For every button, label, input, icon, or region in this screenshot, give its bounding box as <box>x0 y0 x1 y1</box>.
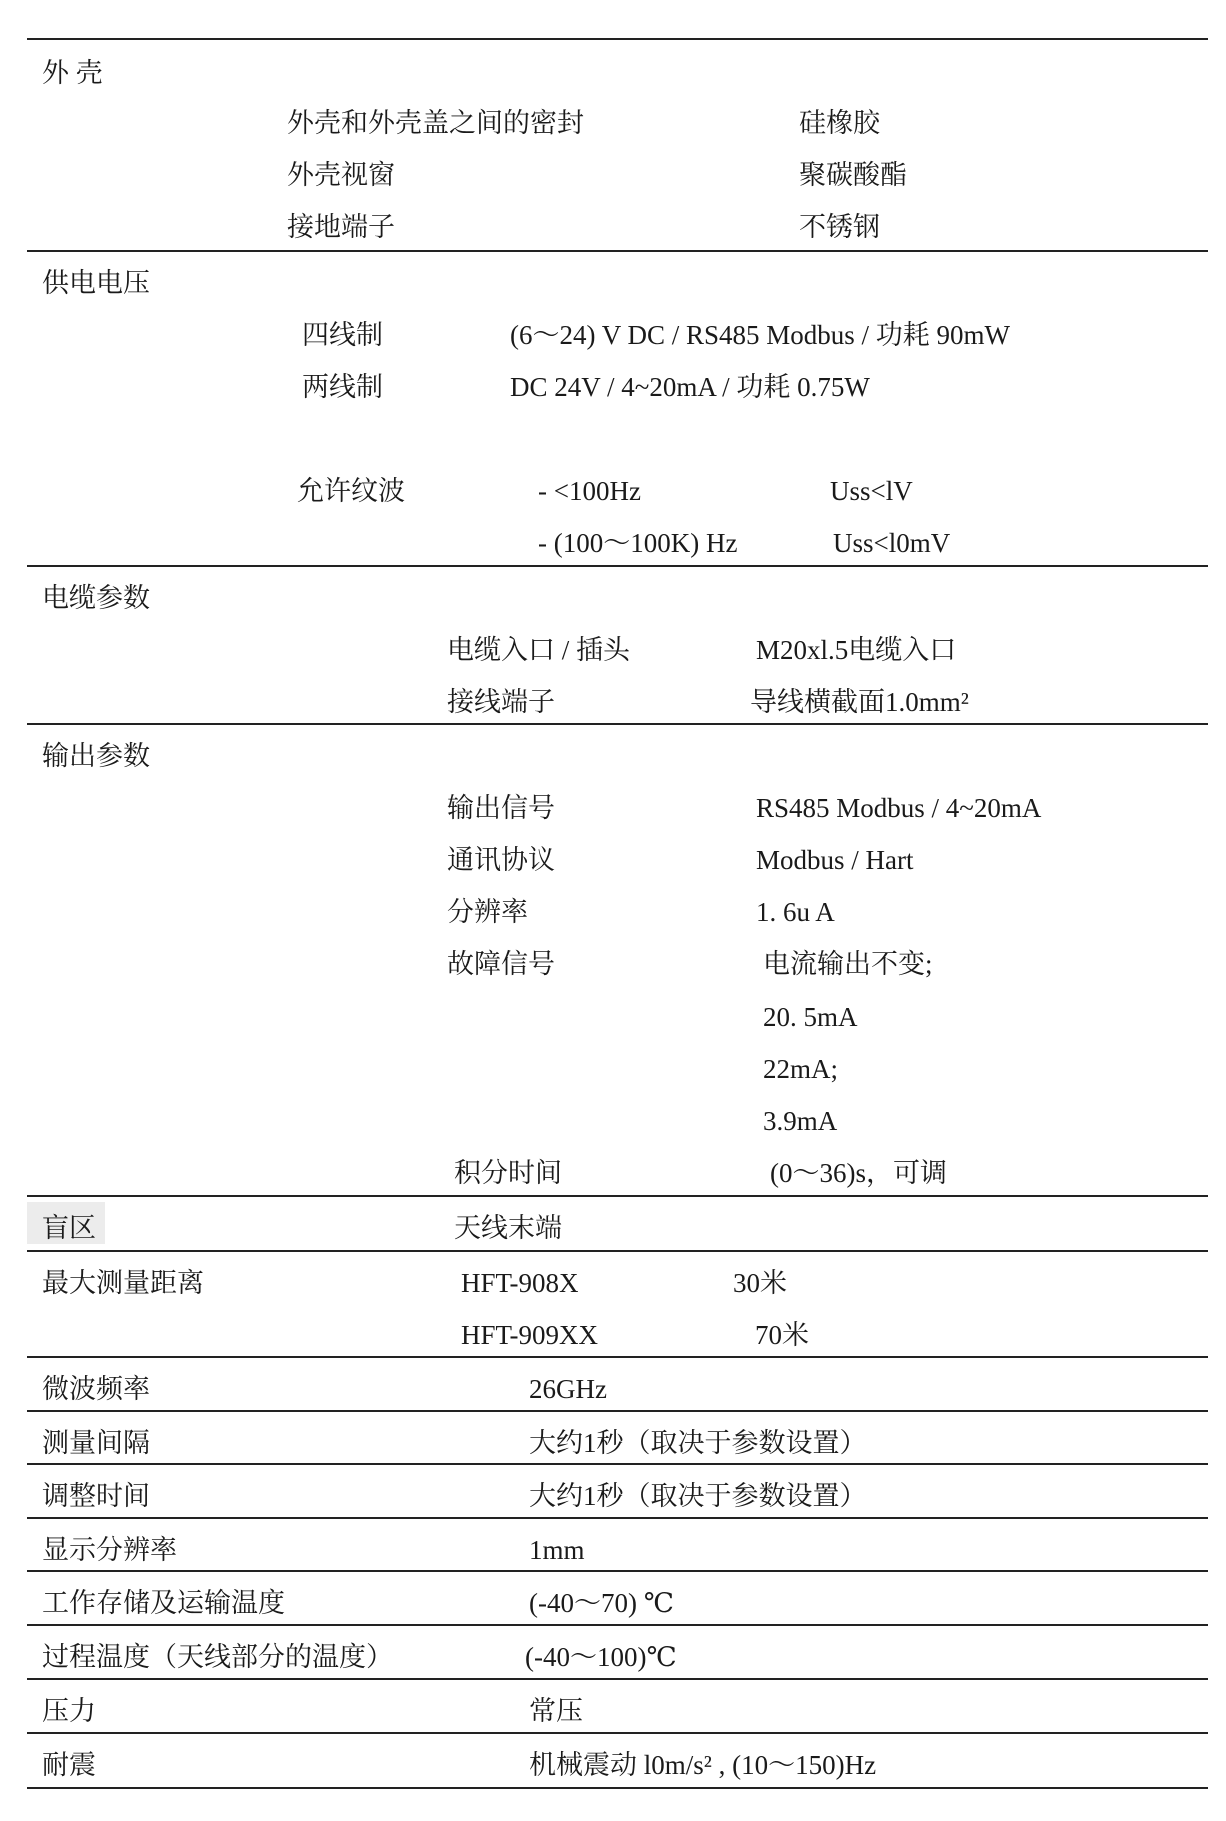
fault-signal-value: 20. 5mA <box>763 1002 858 1032</box>
divider <box>27 565 1208 567</box>
section-title-cable: 电缆参数 <box>42 583 150 613</box>
power-four-wire-value: (6～24) V DC / RS485 Modbus / 功耗 90mW <box>510 320 1011 350</box>
divider <box>27 1732 1208 1734</box>
output-value: 1. 6u A <box>756 897 835 927</box>
cable-value: 导线横截面1.0mm² <box>750 687 969 717</box>
ripple-range: - <100Hz <box>538 476 641 506</box>
housing-label: 外壳视窗 <box>287 160 395 190</box>
divider <box>27 1570 1208 1572</box>
housing-value: 聚碳酸酯 <box>799 160 907 190</box>
section-title-housing: 外 壳 <box>42 58 103 88</box>
output-label: 输出信号 <box>447 793 555 823</box>
housing-value: 不锈钢 <box>799 212 880 242</box>
cable-value: M20xl.5电缆入口 <box>756 635 957 665</box>
spec-label: 微波频率 <box>42 1374 150 1404</box>
ripple-value: Uss<l0mV <box>833 528 951 558</box>
ripple-range: - (100～100K) Hz <box>538 528 738 558</box>
max-range-model: HFT-909XX <box>461 1320 599 1350</box>
divider <box>27 1463 1208 1465</box>
max-range-value: 70米 <box>755 1320 809 1350</box>
cable-label: 接线端子 <box>447 687 555 717</box>
spec-value: 机械震动 l0m/s² , (10～150)Hz <box>529 1750 877 1780</box>
spec-label: 耐震 <box>42 1750 96 1780</box>
divider <box>27 1250 1208 1252</box>
fault-signal-value: 3.9mA <box>763 1106 838 1136</box>
integration-time-label: 积分时间 <box>454 1158 562 1188</box>
spec-value: (-40～70) ℃ <box>529 1588 674 1618</box>
divider <box>27 1517 1208 1519</box>
housing-label: 接地端子 <box>287 212 395 242</box>
output-value: RS485 Modbus / 4~20mA <box>756 793 1042 823</box>
divider <box>27 38 1208 40</box>
fault-signal-value: 22mA; <box>763 1054 839 1084</box>
spec-value: 大约1秒（取决于参数设置） <box>529 1428 867 1458</box>
power-two-wire-value: DC 24V / 4~20mA / 功耗 0.75W <box>510 372 870 402</box>
divider <box>27 1195 1208 1197</box>
power-two-wire-label: 两线制 <box>302 372 383 402</box>
divider <box>27 1678 1208 1680</box>
spec-value: (-40～100)℃ <box>525 1642 677 1672</box>
divider <box>27 1624 1208 1626</box>
spec-label: 显示分辨率 <box>42 1535 177 1565</box>
spec-label: 调整时间 <box>42 1481 150 1511</box>
divider <box>27 1410 1208 1412</box>
power-four-wire-label: 四线制 <box>302 320 383 350</box>
cable-label: 电缆入口 / 插头 <box>447 635 631 665</box>
output-label: 通讯协议 <box>447 845 555 875</box>
housing-value: 硅橡胶 <box>799 108 880 138</box>
max-range-model: HFT-908X <box>461 1268 579 1298</box>
output-label: 分辨率 <box>447 897 528 927</box>
ripple-label: 允许纹波 <box>297 476 405 506</box>
ripple-value: Uss<lV <box>830 476 913 506</box>
spec-label: 过程温度（天线部分的温度） <box>42 1642 393 1672</box>
max-range-label: 最大测量距离 <box>42 1268 204 1298</box>
housing-label: 外壳和外壳盖之间的密封 <box>287 108 584 138</box>
spec-label: 工作存储及运输温度 <box>42 1588 285 1618</box>
section-title-power: 供电电压 <box>42 268 150 298</box>
spec-label: 测量间隔 <box>42 1428 150 1458</box>
spec-value: 1mm <box>529 1535 585 1565</box>
blind-zone-label: 盲区 <box>42 1213 96 1243</box>
spec-value: 大约1秒（取决于参数设置） <box>529 1481 867 1511</box>
spec-value: 常压 <box>529 1696 583 1726</box>
integration-time-value: (0～36)s，可调 <box>770 1158 947 1188</box>
spec-label: 压力 <box>42 1696 96 1726</box>
divider <box>27 723 1208 725</box>
divider <box>27 1356 1208 1358</box>
divider <box>27 250 1208 252</box>
max-range-value: 30米 <box>733 1268 787 1298</box>
blind-zone-value: 天线末端 <box>454 1213 562 1243</box>
fault-signal-value: 电流输出不变; <box>763 949 933 979</box>
output-value: Modbus / Hart <box>756 845 914 875</box>
fault-signal-label: 故障信号 <box>447 949 555 979</box>
section-title-output: 输出参数 <box>42 741 150 771</box>
spec-value: 26GHz <box>529 1374 607 1404</box>
divider <box>27 1787 1208 1789</box>
